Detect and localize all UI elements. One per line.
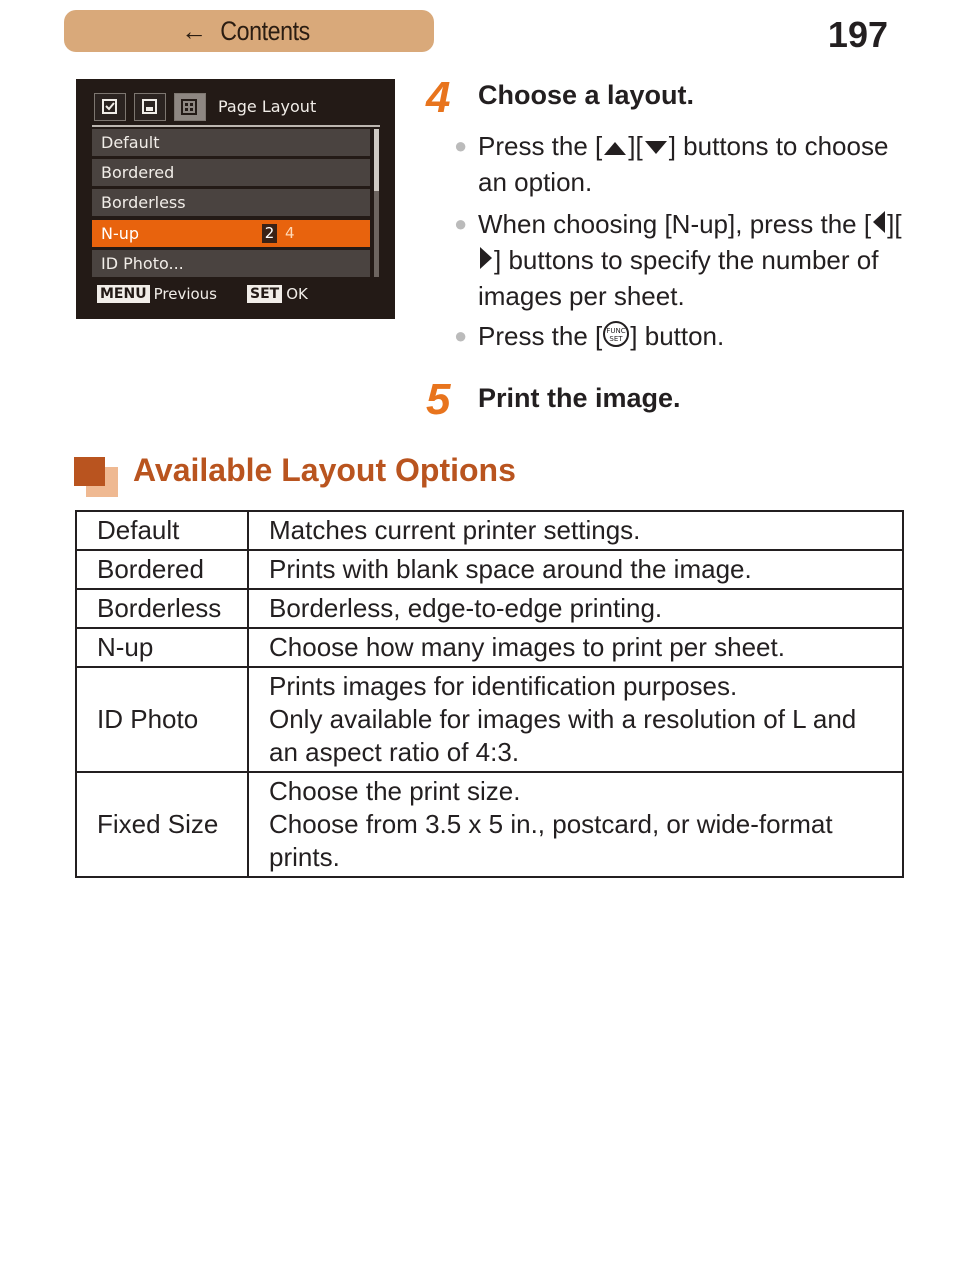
camera-footer-previous: MENU Previous <box>97 285 217 303</box>
step-number-4: 4 <box>426 73 451 122</box>
step-4-bullet-2: ● When choosing [N-up], press the [ ][] buttons to specify the number of images per sheet. <box>454 209 902 312</box>
up-arrow-button-icon <box>602 131 628 165</box>
svg-text:SET: SET <box>609 335 623 344</box>
func-set-button-icon <box>602 320 630 356</box>
nup-selected-value: 2 <box>262 224 277 243</box>
step-5-heading: Print the image. <box>478 383 681 413</box>
step-4-bullet-3: ● Press the [ FUNC SET ] button. <box>454 319 914 356</box>
option-name: Bordered <box>76 550 248 589</box>
option-description: Borderless, edge-to-edge printing. <box>248 589 903 628</box>
page-layout-tab-icon <box>174 93 206 121</box>
camera-menu-item-id-photo: ID Photo... <box>92 250 370 277</box>
option-name: Fixed Size <box>76 772 248 877</box>
print-tab-icon <box>94 93 126 121</box>
camera-footer-ok: SET OK <box>247 285 308 303</box>
table-row <box>76 667 903 772</box>
camera-scrollbar <box>374 129 379 277</box>
print-settings-tab-icon <box>134 93 166 121</box>
option-name: N-up <box>76 628 248 667</box>
table-row <box>76 589 903 628</box>
bullet-dot-icon: ● <box>454 323 468 348</box>
page-number: 197 <box>827 14 888 55</box>
table-row <box>76 511 903 550</box>
table-row <box>76 550 903 589</box>
nup-other-value: 4 <box>285 224 295 242</box>
right-arrow-button-icon <box>478 245 494 279</box>
camera-menu-title: Page Layout <box>218 97 317 116</box>
option-description: Choose how many images to print per sheet. <box>248 628 903 667</box>
contents-label: Contents <box>220 15 310 46</box>
arrow-left-icon: ← <box>180 16 207 46</box>
section-marker-icon <box>74 457 118 497</box>
camera-menu-item-bordered: Bordered <box>92 159 370 186</box>
table-row <box>76 628 903 667</box>
option-description: Prints images for identification purposes. Only available for images with a resolution of L and an aspect ratio of 4:3. <box>248 667 903 772</box>
layout-options-table <box>75 510 904 878</box>
bullet-dot-icon: ● <box>454 133 468 158</box>
svg-text:FUNC: FUNC <box>606 327 626 336</box>
section-title: Available Layout Options <box>133 452 516 488</box>
camera-menu-item-nup <box>92 220 370 247</box>
option-name: ID Photo <box>76 667 248 772</box>
step-4-bullet-1: ● Press the [ ][ ] buttons to choose an option. <box>454 131 889 198</box>
table-row <box>76 772 903 877</box>
camera-divider <box>92 125 380 127</box>
set-key-icon: SET <box>247 285 282 303</box>
option-name: Default <box>76 511 248 550</box>
option-description: Prints with blank space around the image. <box>248 550 903 589</box>
camera-screen <box>76 79 395 319</box>
option-description: Choose the print size. Choose from 3.5 x 5 in., postcard, or wide-format prints. <box>248 772 903 877</box>
camera-menu-item-borderless: Borderless <box>92 189 370 216</box>
step-4-heading: Choose a layout. <box>478 80 695 110</box>
bullet-dot-icon: ● <box>454 211 468 236</box>
option-name: Borderless <box>76 589 248 628</box>
camera-menu-item-default: Default <box>92 129 370 156</box>
down-arrow-button-icon <box>643 131 669 165</box>
nup-label: N-up <box>101 224 140 243</box>
left-arrow-button-icon <box>871 209 887 243</box>
step-number-5: 5 <box>426 375 451 424</box>
menu-key-icon: MENU <box>97 285 150 303</box>
option-description: Matches current printer settings. <box>248 511 903 550</box>
contents-link[interactable] <box>64 10 434 52</box>
